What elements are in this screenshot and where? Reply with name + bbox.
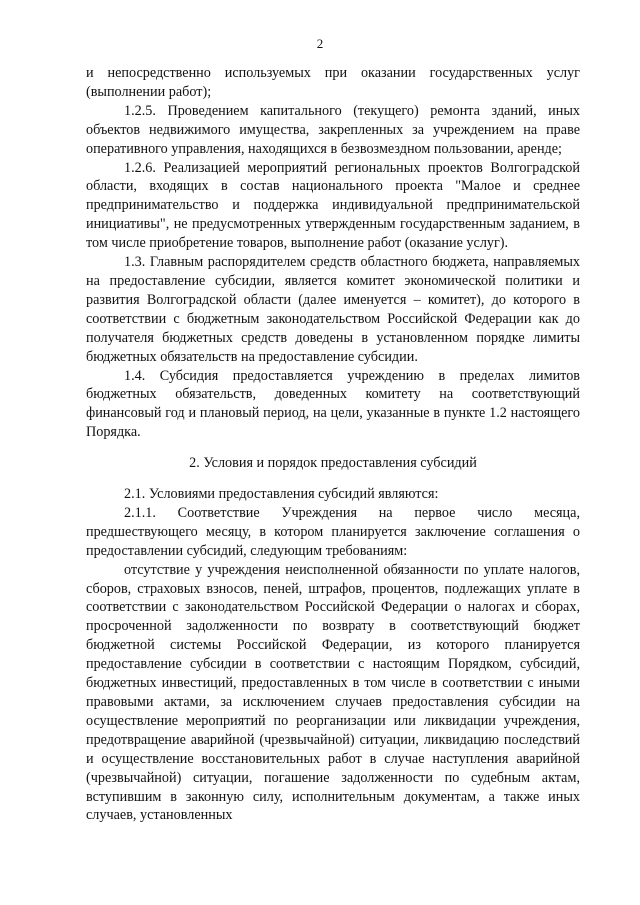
paragraph-1-4: 1.4. Субсидия предоставляется учреждению в пределах лимитов бюджетных обязательств, доведенных комитету на соответствующий финансовый год и плановый период, на цели, указанные в пункте 1.2 настоящего Порядка. [86, 367, 580, 441]
paragraph-1-3: 1.3. Главным распорядителем средств областного бюджета, направляемых на предоставление субсидии, является комитет экономической политики и развития Волгоградской области (далее именуется – комитет), до которого в соответствии с бюджетным законодательством Российской Федерации как до получателя бюджетных средств доведены в установленном порядке лимиты бюджетных обязательств на предоставление субсидии. [86, 254, 580, 365]
paragraph-2-1-1: 2.1.1. Соответствие Учреждения на первое число месяца, предшествующего месяцу, в котором планируется заключение соглашения о предоставлении субсидий, следующим требованиям: [86, 504, 580, 559]
paragraph-requirement: отсутствие у учреждения неисполненной обязанности по уплате налогов, сборов, страховых взносов, пеней, штрафов, процентов, подлежащих уплате в соответствии с законодательством Российской Федерации о налогах и сборах, просроченной задолженности по возврату в соответствующий бюджет бюджетной системы Российской Федерации, из которого планируется предоставление субсидии в соответствии с настоящим Порядком, субсидий, бюджетных инвестиций, предоставленных в том числе в соответствии с иными правовыми актами, за исключением случаев предоставления субсидии на осуществление мероприятий по реорганизации или ликвидации учреждения, предотвращение аварийной (чрезвычайной) ситуации, ликвидацию последствий и осуществление восстановительных работ в случае наступления аварийной (чрезвычайной) ситуации, погашение задолженности по судебным актам, вступившим в законную силу, исполнительным документам, а также иных случаев, установленных [86, 561, 580, 824]
page-number: 2 [316, 36, 324, 51]
paragraph-2-1: 2.1. Условиями предоставления субсидий являются: [124, 486, 439, 503]
paragraph-continuation: и непосредственно используемых при оказании государственных услуг (выполнении работ); [86, 65, 580, 100]
paragraph-1-2-6: 1.2.6. Реализацией мероприятий региональных проектов Волгоградской области, входящих в состав национального проекта "Малое и среднее предпринимательство и поддержка индивидуальной предпринимательской инициативы", не предусмотренных утвержденным государственным заданием, в том числе приобретение товаров, выполнение работ (оказание услуг). [86, 159, 580, 252]
document-body [86, 64, 580, 825]
paragraph-1-2-5: 1.2.5. Проведением капитального (текущего) ремонта зданий, иных объектов недвижимого имущества, закрепленных за учреждением на праве оперативного управления, находящихся в безвозмездном пользовании, аренде; [86, 102, 580, 157]
section-heading: 2. Условия и порядок предоставления субсидий [189, 455, 477, 472]
